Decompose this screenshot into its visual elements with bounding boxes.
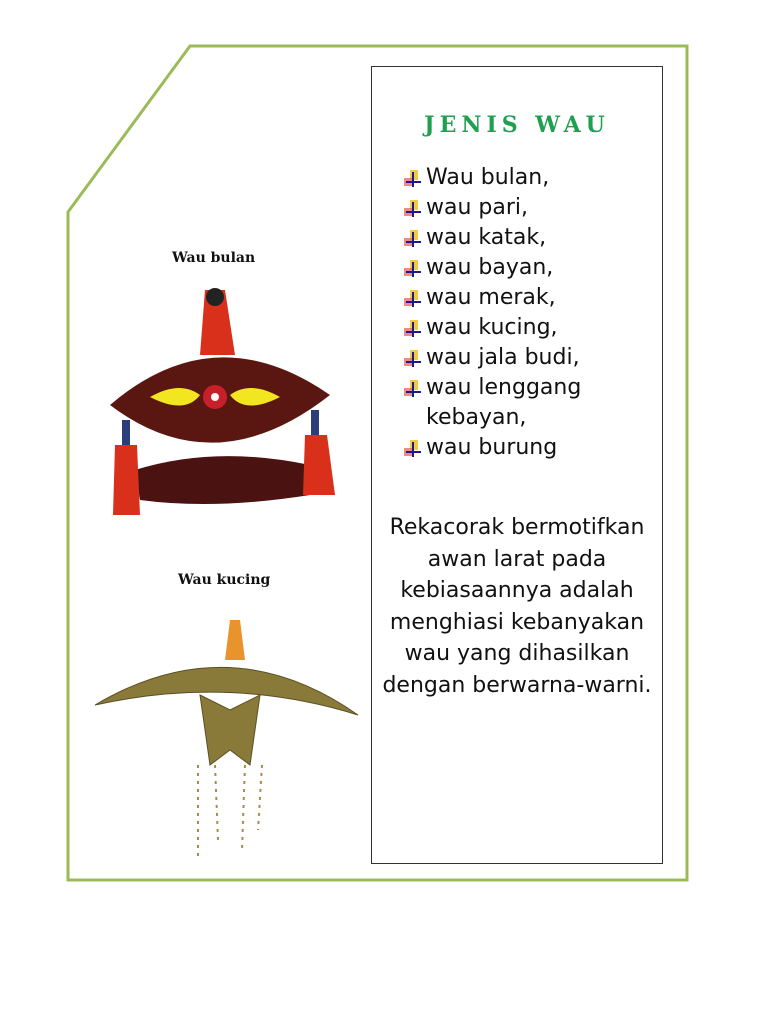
bullet-icon — [404, 200, 422, 218]
wau-bulan-kite-image — [105, 285, 340, 520]
bullet-icon — [404, 380, 422, 398]
list-item: Wau bulan, — [404, 163, 636, 193]
list-item: wau kucing, — [404, 313, 636, 343]
bullet-icon — [404, 320, 422, 338]
list-item: wau pari, — [404, 193, 636, 223]
list-item: wau burung — [404, 433, 636, 463]
bullet-icon — [404, 350, 422, 368]
heading: JENIS WAU — [424, 112, 610, 138]
list-item: wau merak, — [404, 283, 636, 313]
bullet-icon — [404, 230, 422, 248]
bullet-icon — [404, 440, 422, 458]
list-item: wau jala budi, — [404, 343, 636, 373]
wau-kucing-kite-image — [90, 615, 362, 870]
description-paragraph: Rekacorak bermotifkan awan larat pada kebiasaannya adalah menghiasi kebanyakan wau yang dihasilkan dengan berwarna-warni. — [382, 515, 652, 698]
list-item: wau bayan, — [404, 253, 636, 283]
caption-wau-bulan: Wau bulan — [172, 250, 256, 266]
bullet-icon — [404, 290, 422, 308]
list-item: wau katak, — [404, 223, 636, 253]
wau-type-list — [404, 163, 636, 463]
bullet-icon — [404, 170, 422, 188]
caption-wau-kucing: Wau kucing — [178, 572, 271, 588]
bullet-icon — [404, 260, 422, 278]
list-item: wau lenggang kebayan, — [404, 373, 636, 433]
